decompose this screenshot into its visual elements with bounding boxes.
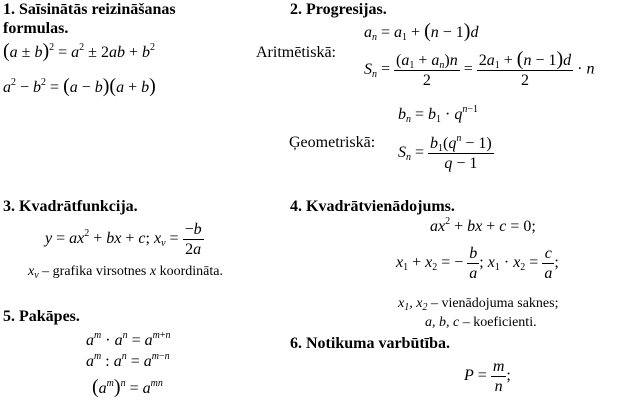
coefficients-note: a, b, c – koeficienti.	[425, 315, 537, 330]
formula-quadratic-equation: $ax^2$ + bx + c = 0;	[430, 216, 536, 235]
formula-square-of-sum: $(a \pm b)^2 = a^2 \pm 2ab + b^2$	[3, 40, 155, 62]
formula-quadratic-function: $y = ax^2$ + bx + c; $x_v$ = $\frac{-b}{2a}$	[45, 221, 202, 258]
vertex-note: $x_v$ – grafika virsotnes x koordināta.	[28, 264, 223, 281]
formula-probability: P = $\frac{m}{n}$ ;	[464, 358, 511, 395]
roots-note: $x_1$, $x_2$ – vienādojuma saknes;	[398, 296, 559, 313]
section-1-title-line2: formulas.	[3, 20, 69, 37]
arithmetic-label: Aritmētiskā:	[256, 44, 336, 61]
section-2-title: 2. Progresijas.	[290, 1, 387, 18]
formula-arithmetic-nth-term: $a_n = a_1 + (n - 1)d$	[364, 20, 479, 43]
formula-geometric-nth-term: $b_n = b_1 \cdot q^{n-1}$	[398, 104, 478, 125]
section-6-title: 6. Notikuma varbūtība.	[290, 335, 451, 352]
section-1-title-line1: 1. Saīsinātās reizināšanas	[3, 1, 176, 18]
formula-power-product: $a^m \cdot a^n = a^{m+n}$	[86, 330, 171, 349]
section-4-title: 4. Kvadrātvienādojums.	[290, 198, 455, 215]
formula-geometric-sum: $S_n$ = $\frac{b_1(q^n - 1)}{q - 1}$	[398, 133, 492, 172]
formula-power-of-power: $(a^m)^n = a^{mn}$	[92, 376, 163, 398]
formula-arithmetic-sum: $S_n$ = $\frac{(a_1 + a_n)n}{2}$ = $\frac{2a_1 + (n - 1)d}{2}$ · n	[364, 48, 595, 89]
section-5-title: 5. Pakāpes.	[3, 308, 80, 325]
formula-power-quotient: $a^m$ : $a^n = a^{m-n}$	[86, 351, 170, 370]
formula-difference-of-squares: $a^2 - b^2 = (a - b)(a + b)$	[3, 75, 156, 97]
formula-vieta: $x_1 + x_2$ = − $\frac{b}{a}$ ; $x_1 \cdot x_2$ = $\frac{c}{a}$ ;	[396, 245, 559, 282]
section-3-title: 3. Kvadrātfunkcija.	[3, 198, 138, 215]
geometric-label: Ģeometriskā:	[289, 134, 376, 151]
